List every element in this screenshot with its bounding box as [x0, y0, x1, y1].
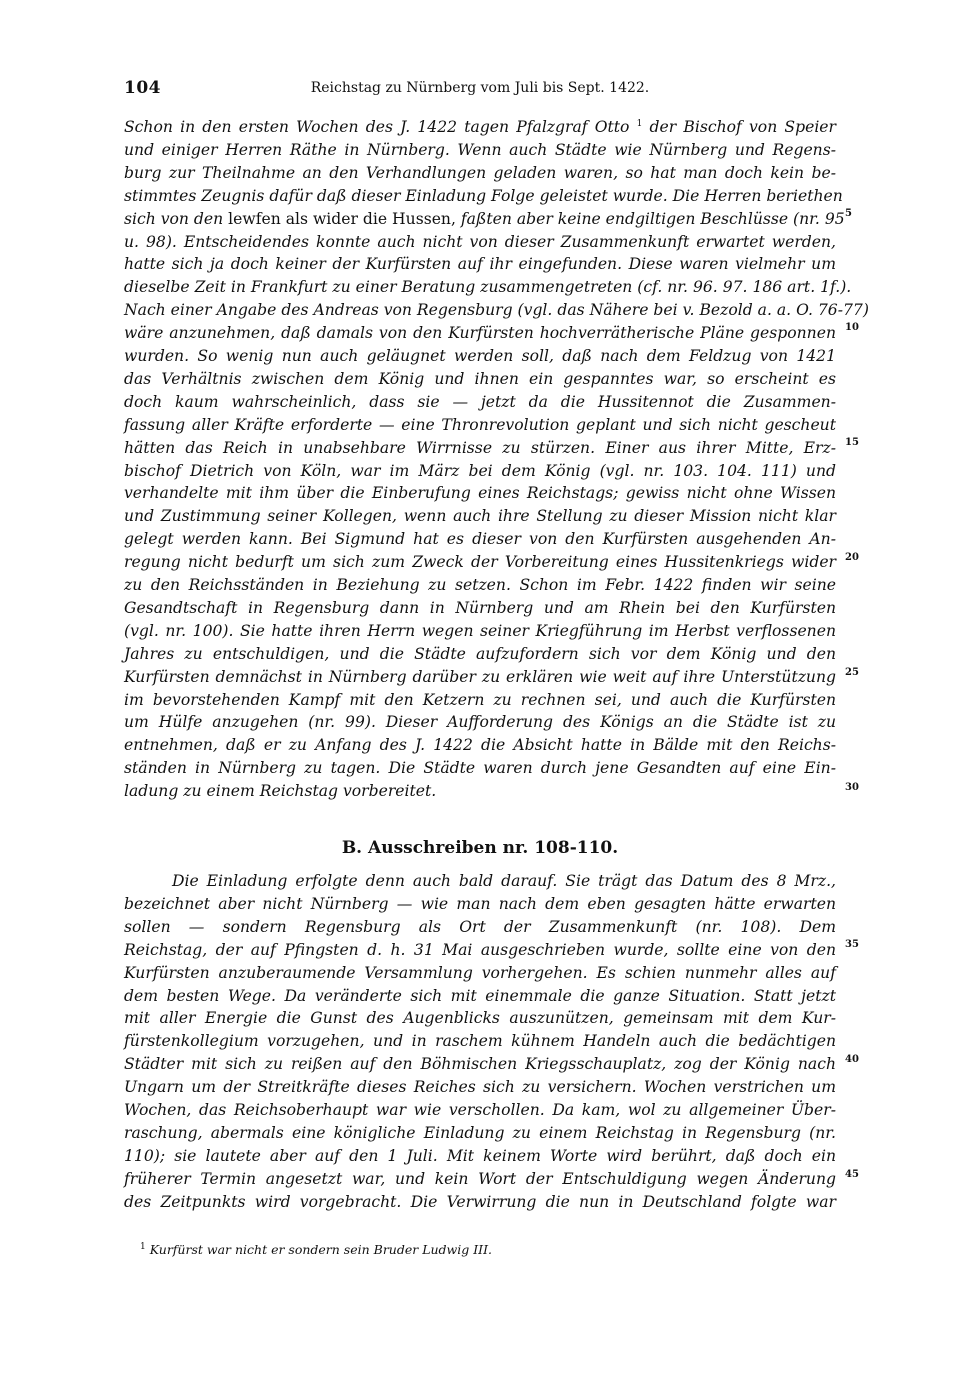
footnote-marker: 1: [140, 1241, 146, 1252]
text-line: sich von den lewfen als wider die Hussen, faßten aber keine endgiltigen Beschlüsse (nr. 95: [124, 209, 845, 228]
text-line: Ungarn um der Streitkräfte dieses Reiches sich zu versichern. Wochen verstrichen um: [124, 1078, 836, 1097]
text-line: mit aller Energie die Gunst des Augenblicks auszunützen, gemeinsam mit dem Kur-: [124, 1009, 836, 1028]
text-line: Jahres zu entschuldigen, und die Städte aufzufordern sich vor dem König und den: [124, 644, 836, 663]
text-line: Die Einladung erfolgte denn auch bald darauf. Sie trägt das Datum des 8 Mrz.,: [172, 872, 836, 890]
text-line: zu den Reichsständen in Beziehung zu setzen. Schon im Febr. 1422 finden wir seine: [124, 576, 836, 594]
text-line: wurden. So wenig nun auch geläugnet werden soll, daß nach dem Feldzug von 1421: [124, 347, 836, 365]
page-number: 104: [124, 78, 161, 98]
text-line: des Zeitpunkts wird vorgebracht. Die Verwirrung die nun in Deutschland folgte war: [124, 1192, 836, 1211]
text-line: Wochen, das Reichsoberhaupt war wie verschollen. Da kam, wol zu allgemeiner Über-: [124, 1101, 836, 1119]
text-line: und einiger Herren Räthe in Nürnberg. Wenn auch Städte wie Nürnberg und Regens-: [124, 140, 836, 159]
text-line: früherer Termin angesetzt war, und kein Wort der Entschuldigung wegen Änderung: [124, 1169, 836, 1188]
upright-text: lewfen als wider die Hussen,: [228, 209, 456, 228]
margin-line-number: 35: [845, 939, 859, 950]
footnote: [140, 1242, 492, 1257]
footnote-text: Kurfürst war nicht er sondern sein Bruder Ludwig III.: [149, 1242, 493, 1257]
footnote-reference: 1: [636, 118, 643, 129]
text-line: u. 98). Entscheidendes konnte auch nicht von dieser Zusammenkunft erwartet werden,: [124, 232, 836, 251]
text-line: hätten das Reich in unabsehbare Wirrnisse zu stürzen. Einer aus ihrer Mitte, Erz-: [124, 438, 836, 457]
text-line: dieselbe Zeit in Frankfurt zu einer Beratung zusammengetreten (cf. nr. 96. 97. 186 art. 1f.).: [124, 278, 852, 297]
margin-line-number: 40: [845, 1054, 859, 1065]
text-line: hatte sich ja doch keiner der Kurfürsten auf ihr eingefunden. Diese waren vielmehr um: [124, 255, 836, 274]
text-line: Reichstag, der auf Pfingsten d. h. 31 Mai ausgeschrieben wurde, sollte eine von den: [124, 940, 836, 959]
text-line: bezeichnet aber nicht Nürnberg — wie man nach dem eben gesagten hätte erwarten: [124, 894, 836, 913]
margin-line-number: 30: [845, 782, 859, 793]
margin-line-number: 15: [845, 437, 859, 448]
text-line: im bevorstehenden Kampf mit den Ketzern zu rechnen sei, und auch die Kurfürsten: [124, 690, 836, 709]
text-line: bischof Dietrich von Köln, war im März bei dem König (vgl. nr. 103. 104. 111) und: [124, 461, 836, 480]
margin-line-number: 5: [845, 208, 852, 219]
text-line: das Verhältnis zwischen dem König und ihnen ein gespanntes war, so erscheint es: [124, 369, 836, 388]
margin-line-number: 10: [845, 322, 859, 333]
text-line: fürstenkollegium vorzugehen, und in raschem kühnem Handeln auch die bedächtigen: [124, 1032, 836, 1051]
text-line: sollen — sondern Regensburg als Ort der Zusammenkunft (nr. 108). Dem: [124, 917, 836, 936]
text-line: raschung, abermals eine königliche Einladung zu einem Reichstag in Regensburg (nr.: [124, 1123, 836, 1142]
text-line: wäre anzunehmen, daß damals von den Kurfürsten hochverrätherische Pläne gesponnen: [124, 324, 836, 343]
text-line: Schon in den ersten Wochen des J. 1422 tagen Pfalzgraf Otto $^1$ der Bischof von Speier: [124, 118, 836, 136]
text-line: ladung zu einem Reichstag vorbereitet.: [124, 782, 437, 801]
margin-line-number: 20: [845, 552, 859, 563]
text-line: gelegt werden kann. Bei Sigmund hat es dieser von den Kurfürsten ausgehenden An-: [124, 530, 836, 549]
text-line: Nach einer Angabe des Andreas von Regensburg (vgl. das Nähere bei v. Bezold a. a. O. 76-77): [124, 301, 869, 320]
text-line: verhandelte mit ihm über die Einberufung eines Reichstags; gewiss nicht ohne Wissen: [124, 484, 836, 503]
section-heading: B. Ausschreiben nr. 108-110.: [341, 838, 619, 858]
text-line: ständen in Nürnberg zu tagen. Die Städte waren durch jene Gesandten auf eine Ein-: [124, 759, 836, 778]
text-line: 110); sie lautete aber auf den 1 Juli. Mit keinem Worte wird berührt, daß doch ein: [124, 1146, 836, 1165]
text-line: Kurfürsten demnächst in Nürnberg darüber zu erklären wie weit auf ihre Unterstützung: [124, 667, 836, 686]
text-line: Gesandtschaft in Regensburg dann in Nürnberg und am Rhein bei den Kurfürsten: [124, 598, 836, 617]
text-line: regung nicht bedurft um sich zum Zweck der Vorbereitung eines Hussitenkriegs wider: [124, 553, 836, 572]
page-header: [124, 78, 836, 104]
text-line: stimmtes Zeugnis dafür daß dieser Einladung Folge geleistet wurde. Die Herren beriethen: [124, 186, 843, 205]
text-line: fassung aller Kräfte erforderte — eine Thronrevolution geplant und sich nicht gescheut: [124, 415, 836, 434]
running-title: Reichstag zu Nürnberg vom Juli bis Sept. 1422.: [310, 80, 650, 96]
text-line: Städter mit sich zu reißen auf den Böhmischen Kriegsschauplatz, zog der König nach: [124, 1055, 836, 1074]
text-line: dem besten Wege. Da veränderte sich mit einemmale die ganze Situation. Statt jetzt: [124, 986, 836, 1005]
text-line: burg zur Theilnahme an den Verhandlungen geladen waren, so hat man doch kein be-: [124, 163, 836, 182]
text-line: entnehmen, daß er zu Anfang des J. 1422 die Absicht hatte in Bälde mit den Reichs-: [124, 736, 836, 755]
text-line: doch kaum wahrscheinlich, dass sie — jetzt da die Hussitennot die Zusammen-: [124, 392, 836, 411]
text-line: (vgl. nr. 100). Sie hatte ihren Herrn wegen seiner Kriegführung im Herbst verflossenen: [124, 621, 836, 640]
text-line: um Hülfe anzugehen (nr. 99). Dieser Aufforderung des Königs an die Städte ist zu: [124, 713, 836, 732]
margin-line-number: 25: [845, 667, 859, 678]
text-line: und Zustimmung seiner Kollegen, wenn auch ihre Stellung zu dieser Mission nicht klar: [124, 507, 836, 526]
margin-line-number: 45: [845, 1169, 859, 1180]
text-line: Kurfürsten anzuberaumende Versammlung vorhergehen. Es schien nunmehr alles auf: [124, 963, 836, 982]
